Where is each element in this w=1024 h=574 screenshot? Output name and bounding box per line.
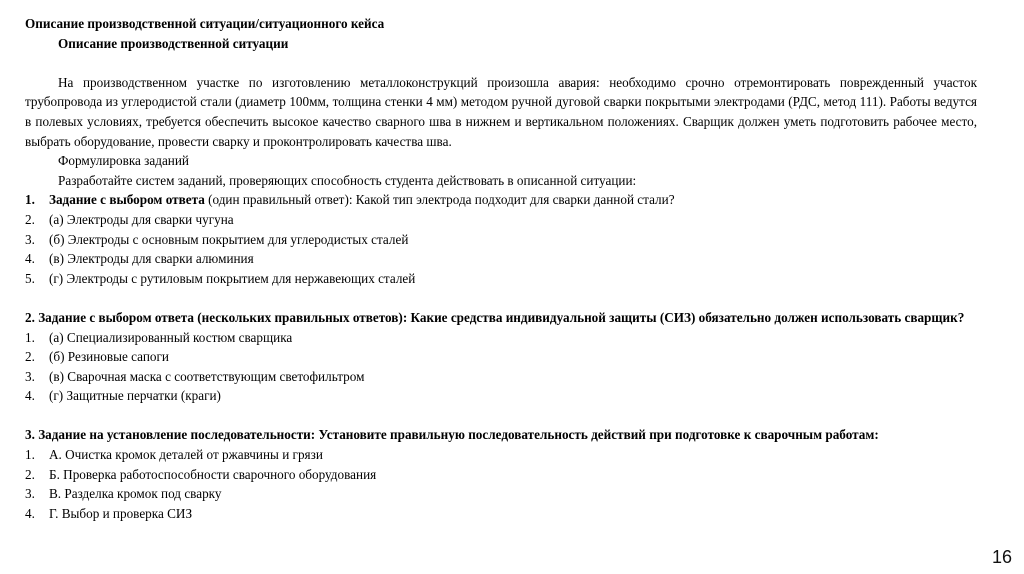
list-item bbox=[25, 328, 977, 348]
question-3-title: 3. Задание на установление последовательности: Установите правильную последовательность действий при подготовке к сварочным работам: bbox=[25, 427, 879, 443]
blank-line bbox=[25, 53, 977, 73]
list-item-text: (г) Защитные перчатки (краги) bbox=[49, 388, 221, 404]
list-item-number: 4. bbox=[25, 251, 35, 267]
list-item-text: В. Разделка кромок под сварку bbox=[49, 486, 222, 502]
list-item-number: 4. bbox=[25, 388, 35, 404]
list-item-number: 5. bbox=[25, 270, 35, 286]
question-1-title-bold: Задание с выбором ответа bbox=[49, 192, 205, 208]
list-item-text: Г. Выбор и проверка СИЗ bbox=[49, 505, 193, 521]
list-item bbox=[25, 465, 977, 485]
list-item-text: (г) Электроды с рутиловым покрытием для нержавеющих сталей bbox=[49, 270, 416, 286]
question-2-title-text: . Задание с выбором ответа (нескольких правильных ответов): Какие средства индивидуальной защиты (СИЗ) обязательно должен использовать сварщик? bbox=[31, 309, 965, 325]
list-item-number: 2. bbox=[25, 466, 35, 482]
blank-line bbox=[25, 288, 977, 308]
list-item-text: (в) Сварочная маска с соответствующим светофильтром bbox=[49, 368, 365, 384]
list-item-text: Б. Проверка работоспособности сварочного оборудования bbox=[49, 466, 377, 482]
list-item-text: (б) Электроды с основным покрытием для углеродистых сталей bbox=[49, 231, 409, 247]
list-item-text: (в) Электроды для сварки алюминия bbox=[49, 251, 254, 267]
list-item bbox=[25, 445, 977, 465]
question-1-number: 1. bbox=[25, 192, 35, 208]
situation-paragraph: На производственном участке по изготовлению металлоконструкций произошла авария: необходимо срочно отремонтировать поврежденный участок трубопровода из углеродистой стали (диаметр 100мм, толщина стенки 4 мм) методом ручной дуговой сварки покрытыми электродами (РДС, метод 111). Работы ведутся в полевых условиях, требуется обеспечить высокое качество сварного шва в нижнем и вертикальном положениях. Сварщик должен уметь подготовить рабочее место, выбрать оборудование, провести сварку и проконтролировать качества шва. bbox=[25, 74, 977, 149]
list-item-number: 1. bbox=[25, 329, 35, 345]
list-item bbox=[25, 347, 977, 367]
list-item bbox=[25, 386, 977, 406]
list-item bbox=[25, 230, 977, 250]
list-item bbox=[25, 484, 977, 504]
list-item-number: 3. bbox=[25, 231, 35, 247]
question-1-title bbox=[25, 190, 977, 210]
list-item-number: 4. bbox=[25, 505, 35, 521]
list-item-text: А. Очистка кромок деталей от ржавчины и грязи bbox=[49, 447, 323, 463]
list-item bbox=[25, 504, 977, 524]
tasks-label: Формулировка заданий bbox=[58, 153, 189, 169]
situation-subheading: Описание производственной ситуации bbox=[58, 35, 289, 51]
list-item-number: 2. bbox=[25, 349, 35, 365]
list-item-text: (а) Электроды для сварки чугуна bbox=[49, 211, 234, 227]
list-item-text: (б) Резиновые сапоги bbox=[49, 349, 169, 365]
list-item-number: 3. bbox=[25, 486, 35, 502]
list-item bbox=[25, 249, 977, 269]
tasks-intro: Разработайте систем заданий, проверяющих способность студента действовать в описанной ситуации: bbox=[58, 172, 637, 188]
list-item-number: 3. bbox=[25, 368, 35, 384]
document-page bbox=[25, 14, 977, 523]
question-1-title-rest: (один правильный ответ): Какой тип электрода подходит для сварки данной стали? bbox=[204, 192, 675, 208]
document-heading: Описание производственной ситуации/ситуационного кейса bbox=[25, 16, 385, 31]
blank-line bbox=[25, 406, 977, 426]
question-2-number: 2 bbox=[25, 309, 32, 325]
page-number: 16 bbox=[991, 547, 1012, 567]
question-2-title bbox=[25, 308, 977, 328]
list-item-text: (а) Специализированный костюм сварщика bbox=[49, 329, 293, 345]
list-item bbox=[25, 367, 977, 387]
list-item bbox=[25, 269, 977, 289]
list-item bbox=[25, 210, 977, 230]
list-item-number: 1. bbox=[25, 447, 35, 463]
list-item-number: 2. bbox=[25, 211, 35, 227]
